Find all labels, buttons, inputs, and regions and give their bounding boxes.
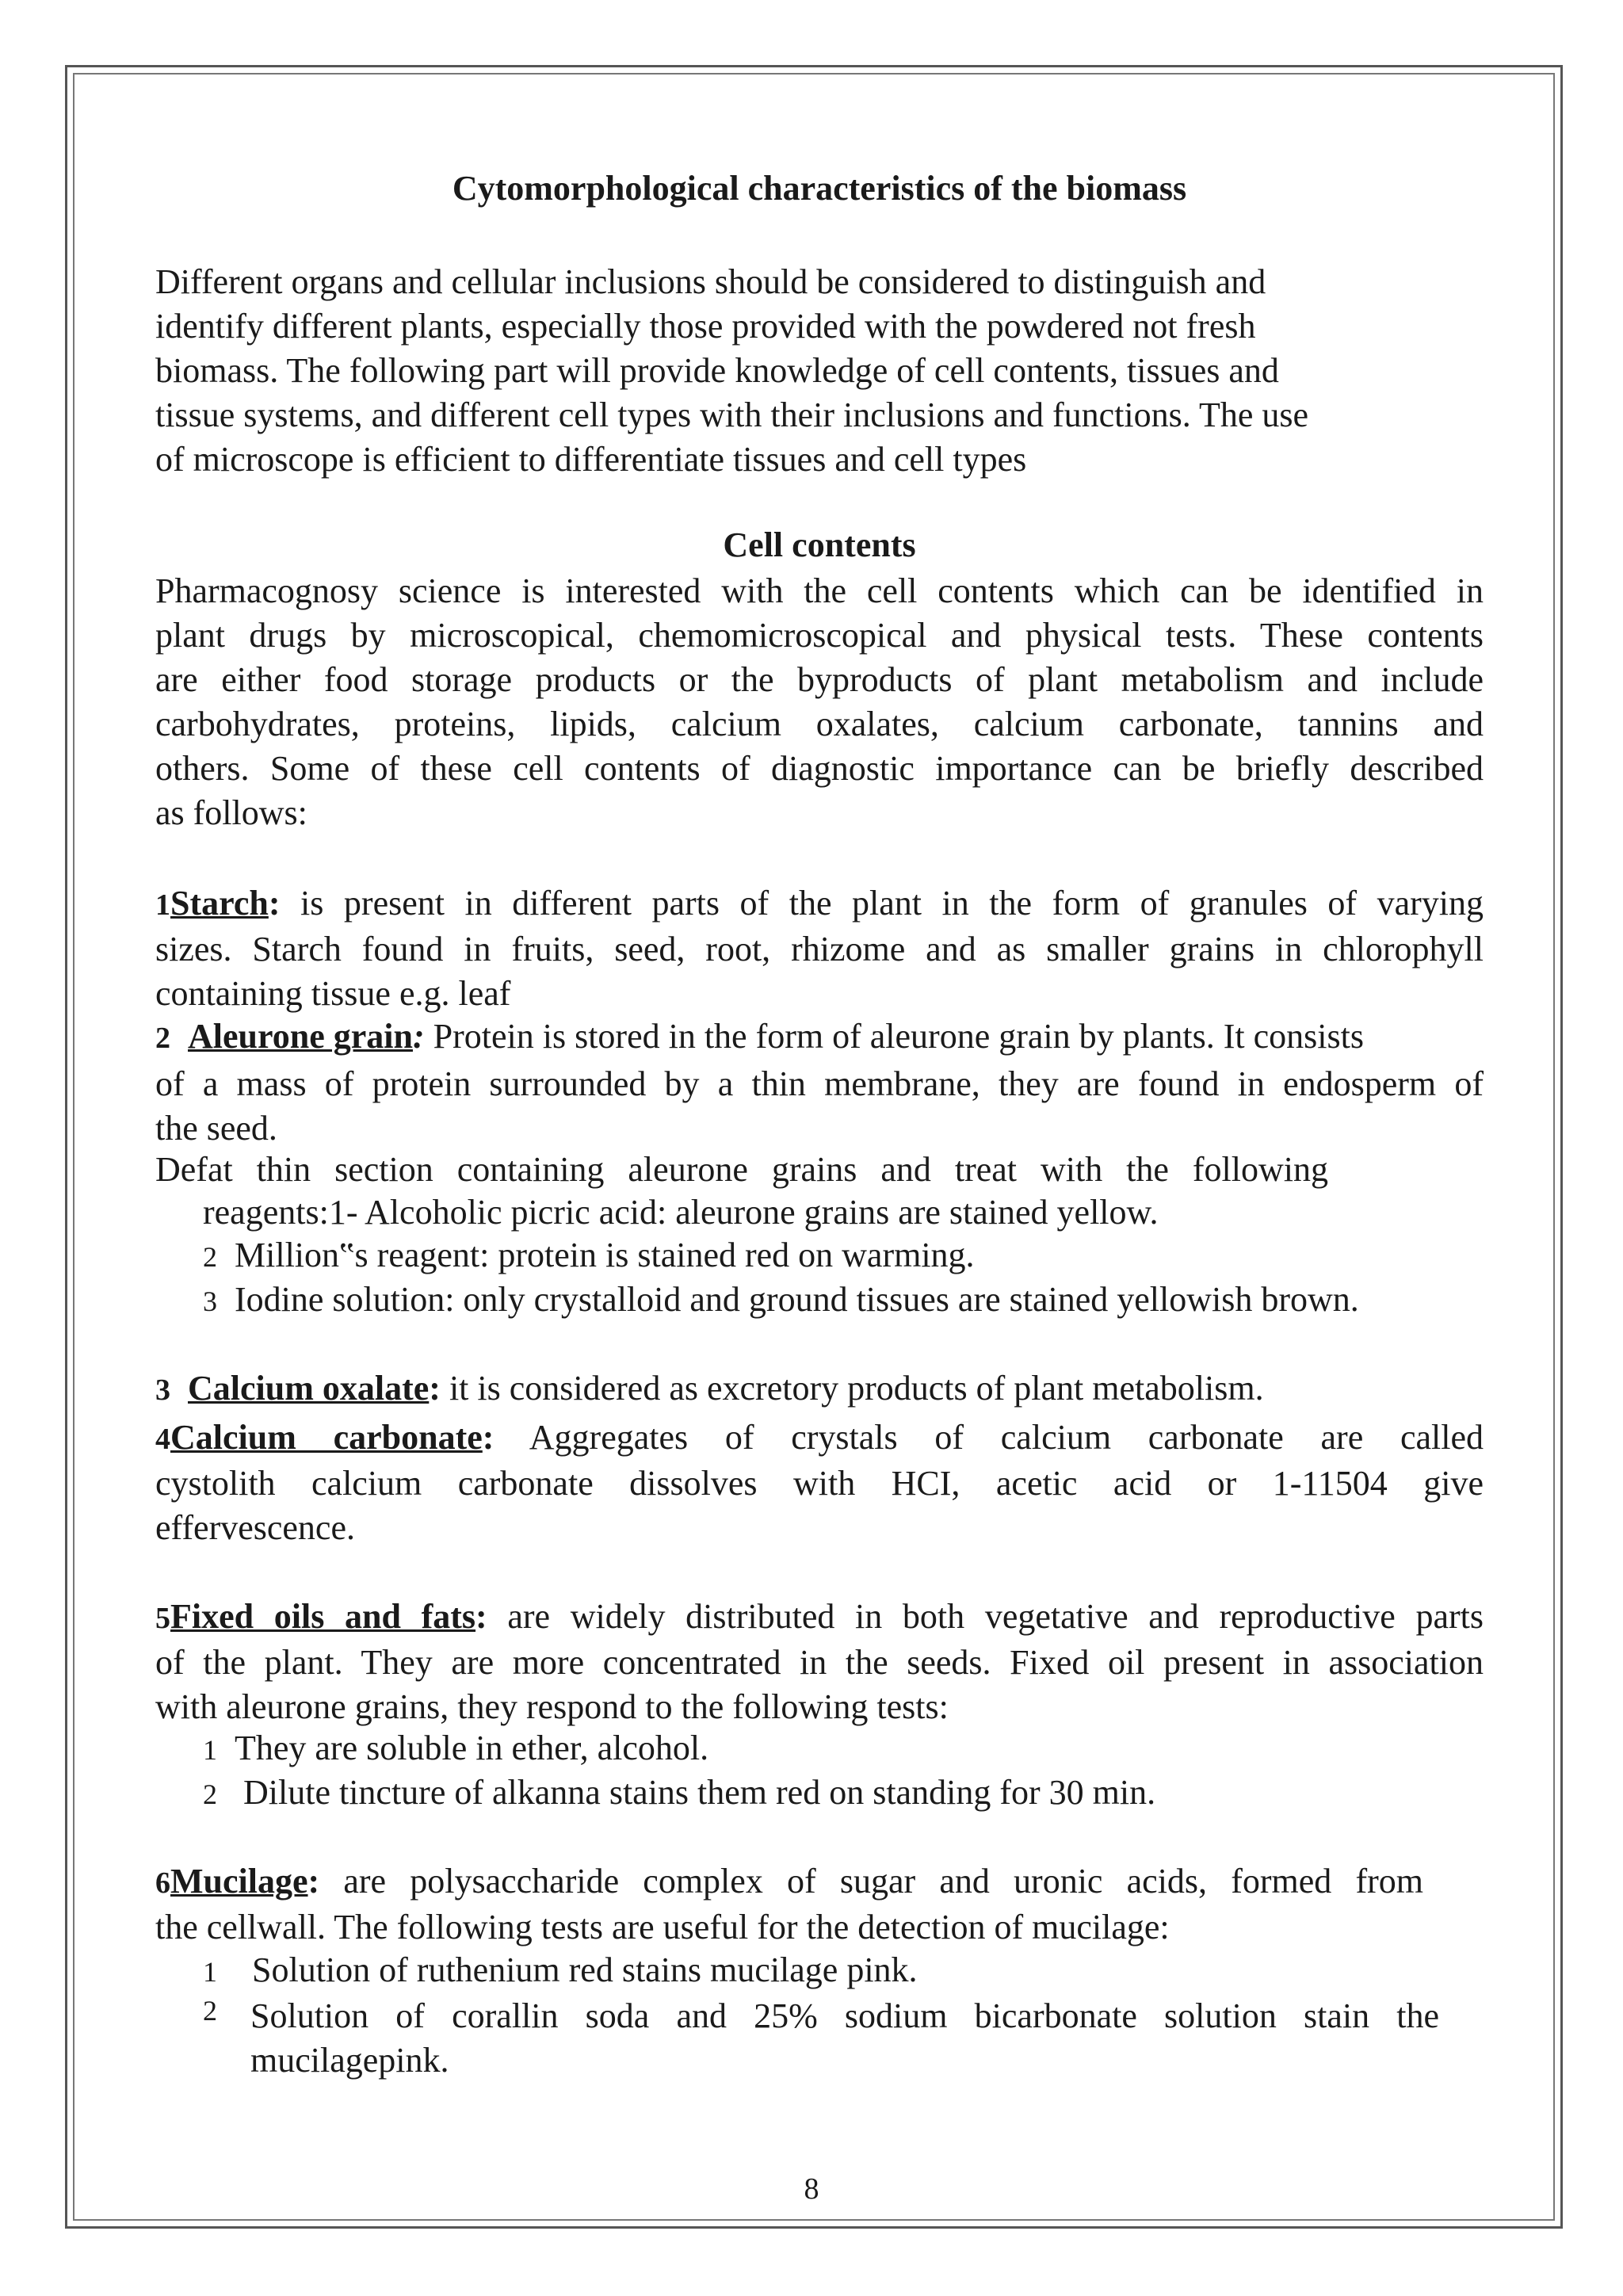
list-number: 3 — [203, 1286, 217, 1317]
oxalate-line — [155, 1368, 1264, 1408]
intro-line: biomass. The following part will provide knowledge of cell contents, tissues and — [155, 351, 1279, 390]
carbonate-line: cystolith calcium carbonate dissolves with HCI, acetic acid or 1-11504 give — [155, 1464, 1484, 1503]
oils-paragraph — [155, 1595, 1484, 1729]
term-fixed-oils: Fixed oils and fats — [170, 1597, 476, 1636]
term-colon: : — [482, 1418, 495, 1457]
starch-line: containing tissue e.g. leaf — [155, 974, 511, 1013]
intro-line: Different organs and cellular inclusions should be considered to distinguish and — [155, 262, 1266, 301]
list-text: Iodine solution: only crystalloid and ground tissues are stained yellowish brown. — [235, 1280, 1359, 1319]
mucilage-test-item — [203, 1950, 918, 1990]
cell-contents-line: carbohydrates, proteins, lipids, calcium oxalates, calcium carbonate, tannins and — [155, 705, 1484, 743]
oils-line: of the plant. They are more concentrated in the seeds. Fixed oil present in association — [155, 1643, 1484, 1682]
mucilage-line: the cellwall. The following tests are useful for the detection of mucilage: — [155, 1908, 1170, 1946]
term-aleurone-grain: Aleurone grain — [188, 1017, 413, 1056]
list-text: mucilagepink. — [250, 2041, 449, 2080]
starch-paragraph — [155, 881, 1484, 1016]
intro-line: tissue systems, and different cell types with their inclusions and functions. The use — [155, 395, 1309, 434]
aleurone-test-item — [203, 1279, 1359, 1320]
term-colon: : — [268, 884, 281, 923]
cell-contents-line: plant drugs by microscopical, chemomicroscopical and physical tests. These contents — [155, 616, 1484, 655]
starch-text: is present in different parts of the plant in the form of granules of varying — [280, 884, 1484, 923]
carbonate-line: effervescence. — [155, 1508, 355, 1547]
list-text: Solution of corallin soda and 25% sodium bicarbonate solution stain the — [250, 1996, 1439, 2035]
item-number: 5 — [155, 1602, 170, 1635]
cell-contents-line: others. Some of these cell contents of diagnostic importance can be briefly described — [155, 749, 1484, 788]
term-colon: : — [475, 1597, 487, 1636]
item-number: 3 — [155, 1373, 170, 1407]
carbonate-line — [155, 1415, 1484, 1461]
term-calcium-carbonate: Calcium carbonate — [170, 1418, 483, 1457]
cell-contents-paragraph — [155, 569, 1484, 835]
term-calcium-oxalate: Calcium oxalate — [188, 1369, 430, 1408]
starch-line: sizes. Starch found in fruits, seed, root, rhizome and as smaller grains in chlorophyll — [155, 930, 1484, 968]
aleurone-line: the seed. — [155, 1109, 277, 1148]
aleurone-line — [155, 1014, 1484, 1060]
mucilage-paragraph — [155, 1859, 1423, 1950]
oils-test-item — [203, 1728, 708, 1768]
mucilage-text: are polysaccharide complex of sugar and uronic acids, formed from — [319, 1862, 1423, 1901]
item-number: 4 — [155, 1423, 170, 1456]
oils-line — [155, 1595, 1484, 1641]
cell-contents-line: Pharmacognosy science is interested with the cell contents which can be identified in — [155, 571, 1484, 610]
aleurone-line: of a mass of protein surrounded by a thin membrane, they are found in endosperm of — [155, 1064, 1484, 1103]
item-number: 2 — [155, 1022, 170, 1055]
term-starch: Starch — [170, 884, 269, 923]
intro-paragraph — [155, 260, 1484, 482]
intro-line: of microscope is efficient to differentiate tissues and cell types — [155, 440, 1027, 479]
aleurone-paragraph — [155, 1014, 1484, 1151]
list-number: 2 — [203, 1778, 217, 1810]
mucilage-line — [155, 1859, 1423, 1905]
oxalate-text: it is considered as excretory products of plant metabolism. — [440, 1369, 1264, 1408]
oils-text: are widely distributed in both vegetative and reproductive parts — [487, 1597, 1484, 1636]
carbonate-paragraph — [155, 1415, 1484, 1550]
term-colon: : — [429, 1369, 441, 1408]
list-number: 1 — [203, 1734, 217, 1766]
cell-contents-line: as follows: — [155, 793, 307, 832]
cell-contents-heading: Cell contents — [723, 525, 916, 564]
aleurone-test-item — [203, 1235, 975, 1275]
cell-contents-line: are either food storage products or the byproducts of plant metabolism and include — [155, 660, 1484, 699]
mucilage-test-item — [203, 1994, 1439, 2083]
aleurone-text: Protein is stored in the form of aleurone grain by plants. It consists — [424, 1017, 1364, 1056]
starch-line — [155, 881, 1484, 927]
list-number: 1 — [203, 1956, 217, 1988]
list-text: Dilute tincture of alkanna stains them red on standing for 30 min. — [243, 1773, 1156, 1812]
term-mucilage: Mucilage — [170, 1862, 308, 1901]
defat-text: Defat thin section containing aleurone grains and treat with the following — [155, 1150, 1328, 1189]
defat-reagents: reagents:1- Alcoholic picric acid: aleurone grains are stained yellow. — [203, 1193, 1159, 1232]
carbonate-text: Aggregates of crystals of calcium carbonate are called — [494, 1418, 1484, 1457]
oils-test-item — [203, 1772, 1155, 1813]
list-number: 2 — [203, 1241, 217, 1273]
list-number: 2 — [203, 1995, 217, 2027]
item-number: 6 — [155, 1866, 170, 1900]
list-text: They are soluble in ether, alcohol. — [235, 1729, 709, 1767]
defat-line — [155, 1148, 1328, 1192]
page-title: Cytomorphological characteristics of the biomass — [452, 169, 1187, 208]
list-text: Million‟s reagent: protein is stained red on warming. — [235, 1236, 975, 1274]
item-number: 1 — [155, 888, 170, 922]
intro-line: identify different plants, especially those provided with the powdered not fresh — [155, 307, 1256, 346]
term-colon: : — [412, 1017, 425, 1056]
term-colon: : — [307, 1862, 320, 1901]
oils-line: with aleurone grains, they respond to the following tests: — [155, 1687, 949, 1726]
list-text: Solution of ruthenium red stains mucilage pink. — [252, 1950, 918, 1989]
page-number: 8 — [804, 2172, 819, 2206]
